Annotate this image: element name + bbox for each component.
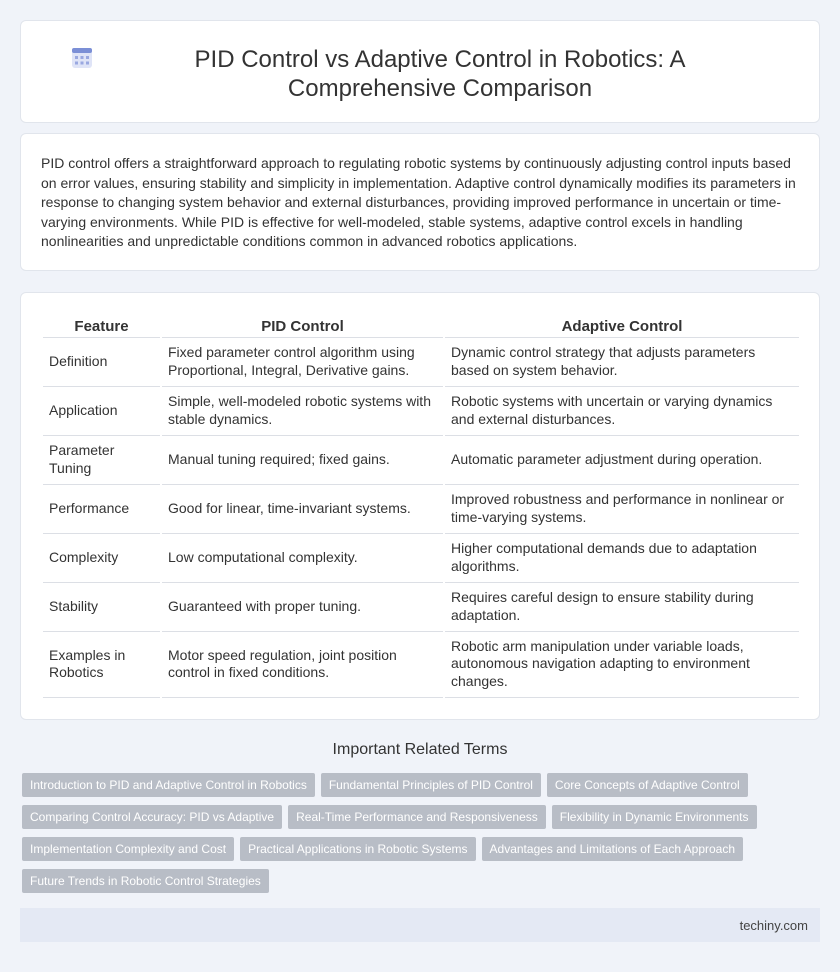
tag-row [22,837,812,861]
related-terms-list [22,773,812,901]
feature-cell: Examples in Robotics [43,631,161,697]
table-row [43,631,799,697]
comparison-table [43,315,799,698]
related-term-link[interactable]: Fundamental Principles of PID Control [321,773,541,797]
feature-cell: Application [43,386,161,435]
pid-cell: Fixed parameter control algorithm using Proportional, Integral, Derivative gains. [161,337,444,386]
pid-cell: Motor speed regulation, joint position control in fixed conditions. [161,631,444,697]
related-term-link[interactable]: Introduction to PID and Adaptive Control in Robotics [22,773,315,797]
tag-row [22,773,812,797]
table-row [43,386,799,435]
table-row [43,533,799,582]
tag-row [22,805,812,829]
tag-row [22,869,812,893]
adaptive-cell: Automatic parameter adjustment during operation. [444,435,799,484]
footer-bar [20,908,820,942]
feature-cell: Definition [43,337,161,386]
feature-cell: Complexity [43,533,161,582]
comparison-table-card [20,292,820,720]
page-title: PID Control vs Adaptive Control in Robotics: A Comprehensive Comparison [194,46,686,102]
related-term-link[interactable]: Future Trends in Robotic Control Strategies [22,869,269,893]
table-row [43,435,799,484]
column-header-pid: PID Control [161,315,444,337]
adaptive-cell: Robotic arm manipulation under variable loads, autonomous navigation adapting to environment changes. [444,631,799,697]
table-row [43,582,799,631]
feature-cell: Parameter Tuning [43,435,161,484]
related-term-link[interactable]: Advantages and Limitations of Each Approach [482,837,744,861]
adaptive-cell: Robotic systems with uncertain or varying dynamics and external disturbances. [444,386,799,435]
pid-cell: Low computational complexity. [161,533,444,582]
related-term-link[interactable]: Real-Time Performance and Responsiveness [288,805,546,829]
adaptive-cell: Requires careful design to ensure stability during adaptation. [444,582,799,631]
intro-card [20,133,820,271]
adaptive-cell: Higher computational demands due to adaptation algorithms. [444,533,799,582]
table-row [43,337,799,386]
pid-cell: Guaranteed with proper tuning. [161,582,444,631]
related-term-link[interactable]: Practical Applications in Robotic Systems [240,837,475,861]
related-term-link[interactable]: Flexibility in Dynamic Environments [552,805,757,829]
site-link[interactable]: techiny.com [739,918,808,933]
table-row [43,484,799,533]
adaptive-cell: Dynamic control strategy that adjusts parameters based on system behavior. [444,337,799,386]
intro-paragraph: PID control offers a straightforward approach to regulating robotic systems by continuously adjusting control inputs based on error values, ensuring stability and simplicity in implementation. Adaptive control dynamically modifies its parameters in response to changing system behavior and external disturbances, providing improved performance in uncertain or time-varying environments. While PID is effective for well-modeled, stable systems, adaptive control excels in handling nonlinearities and unpredictable conditions common in advanced robotics applications. [41,155,796,250]
column-header-adaptive: Adaptive Control [444,315,799,337]
pid-cell: Good for linear, time-invariant systems. [161,484,444,533]
related-terms-heading: Important Related Terms [332,741,508,758]
feature-cell: Stability [43,582,161,631]
pid-cell: Manual tuning required; fixed gains. [161,435,444,484]
related-term-link[interactable]: Comparing Control Accuracy: PID vs Adaptive [22,805,282,829]
adaptive-cell: Improved robustness and performance in nonlinear or time-varying systems. [444,484,799,533]
feature-cell: Performance [43,484,161,533]
pid-cell: Simple, well-modeled robotic systems with stable dynamics. [161,386,444,435]
table-header-row [43,315,799,337]
column-header-feature: Feature [43,315,161,337]
header-card [20,20,820,123]
related-term-link[interactable]: Implementation Complexity and Cost [22,837,234,861]
related-term-link[interactable]: Core Concepts of Adaptive Control [547,773,748,797]
